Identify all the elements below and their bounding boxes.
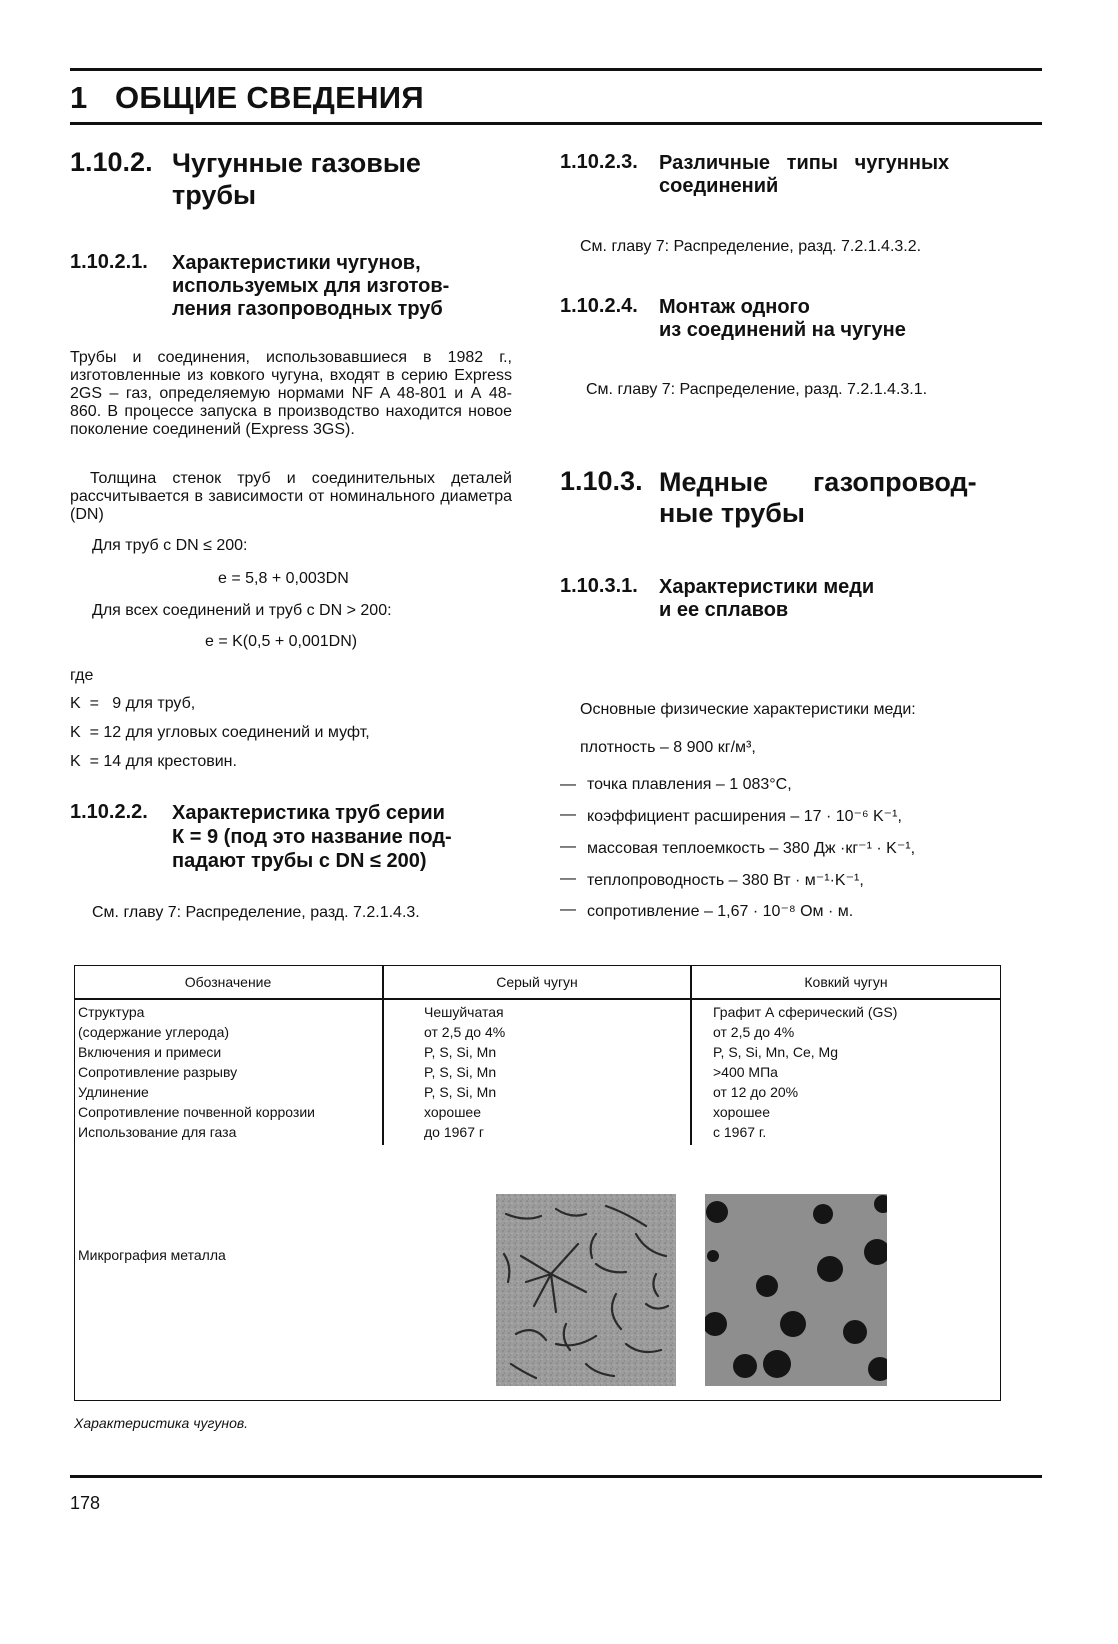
section-2-title-line-3: ления газопроводных труб: [172, 298, 443, 320]
section-4-title-line-2: соединений: [659, 175, 779, 197]
grey-iron-value: P, S, Si, Mn: [424, 1044, 497, 1060]
grey-iron-value: P, S, Si, Mn: [424, 1064, 497, 1080]
top-rule: [70, 68, 1042, 71]
grey-iron-value: P, S, Si, Mn: [424, 1084, 497, 1100]
ductile-iron-value: от 12 до 20%: [713, 1084, 799, 1100]
row-label: (содержание углерода): [78, 1024, 230, 1040]
section-5-title-line-1: Монтаж одного: [659, 296, 810, 318]
dash-mark: —: [560, 776, 576, 793]
ductile-iron-value: от 2,5 до 4%: [713, 1024, 795, 1040]
section-2-title-line-1: Характеристики чугунов,: [172, 252, 421, 274]
property-text: коэффициент расширения – 17 · 10⁻⁶ K⁻¹,: [587, 808, 902, 825]
dash-mark: —: [560, 806, 576, 823]
section-5-number: 1.10.2.4.: [560, 295, 638, 317]
grey-iron-value: Чешуйчатая: [424, 1004, 504, 1020]
k-item: K = 9 для труб,: [70, 695, 196, 712]
section-3-title-line-2: К = 9 (под это название под-: [172, 826, 452, 848]
ductile-iron-value: хорошее: [713, 1104, 771, 1120]
grey-iron-micrograph: [496, 1194, 676, 1386]
dash-mark: —: [560, 838, 576, 855]
grey-iron-value: до 1967 г: [424, 1124, 484, 1140]
copper-properties-intro: Основные физические характеристики меди:: [580, 701, 916, 718]
formula-2: e = K(0,5 + 0,001DN): [205, 633, 358, 650]
dn-large-label: Для всех соединений и труб с DN > 200:: [92, 602, 392, 619]
table-header-grey-iron: Серый чугун: [496, 974, 578, 990]
table-header-ductile-iron: Ковкий чугун: [804, 974, 888, 990]
section-6-title-line-1: Медные газопровод-: [659, 467, 977, 497]
property-text: точка плавления – 1 083°С,: [587, 776, 792, 793]
property-text: сопротивление – 1,67 · 10⁻⁸ Ом · м.: [587, 903, 854, 920]
chapter-title: ОБЩИЕ СВЕДЕНИЯ: [115, 80, 424, 115]
row-label: Сопротивление почвенной коррозии: [78, 1104, 315, 1120]
property-text: массовая теплоемкость – 380 Дж ·кг⁻¹ · K⁻¹,: [587, 840, 916, 857]
section-4-number: 1.10.2.3.: [560, 151, 638, 173]
formula-1: e = 5,8 + 0,003DN: [218, 570, 349, 587]
section-3-reference: См. главу 7: Распределение, разд. 7.2.1.4.3.: [92, 904, 420, 921]
section-2-number: 1.10.2.1.: [70, 251, 148, 273]
row-label: Включения и примеси: [78, 1044, 222, 1060]
section-3-number: 1.10.2.2.: [70, 801, 148, 823]
row-label: Удлинение: [78, 1084, 149, 1100]
ductile-iron-value: Графит А сферический (GS): [713, 1004, 898, 1020]
table-caption: Характеристика чугунов.: [74, 1415, 249, 1431]
section-7-title-line-2: и ее сплавов: [659, 599, 789, 621]
table-header-designation: Обозначение: [184, 974, 272, 990]
section-1-title-line-1: Чугунные газовые: [172, 148, 421, 178]
micrograph-label: Микрография металла: [78, 1247, 226, 1263]
section-6-title-line-2: ные трубы: [659, 498, 805, 528]
ductile-iron-micrograph: [705, 1194, 887, 1386]
footer-rule: [70, 1475, 1042, 1478]
section-1-title-line-2: трубы: [172, 180, 257, 210]
row-label: Использование для газа: [78, 1124, 237, 1140]
dash-mark: —: [560, 901, 576, 918]
chapter-number: 1: [70, 80, 88, 115]
grey-iron-value: от 2,5 до 4%: [424, 1024, 506, 1040]
dash-mark: —: [560, 870, 576, 887]
section-7-title-line-1: Характеристики меди: [659, 576, 875, 598]
row-label: Сопротивление разрыву: [78, 1064, 238, 1080]
dn-small-label: Для труб с DN ≤ 200:: [92, 537, 248, 554]
page-number: 178: [70, 1493, 101, 1513]
section-5-reference: См. главу 7: Распределение, разд. 7.2.1.4.3.1.: [586, 381, 928, 398]
section-5-title-line-2: из соединений на чугуне: [659, 319, 906, 341]
copper-density: плотность – 8 900 кг/м³,: [580, 739, 756, 756]
table-header-rule: [74, 998, 1001, 1000]
section-3-title-line-1: Характеристика труб серии: [172, 802, 445, 824]
where-label: где: [70, 667, 94, 684]
section-6-number: 1.10.3.: [560, 466, 643, 496]
ductile-iron-value: с 1967 г.: [713, 1124, 767, 1140]
k-item: K = 14 для крестовин.: [70, 753, 237, 770]
section-3-title-line-3: падают трубы с DN ≤ 200): [172, 850, 427, 872]
section-4-reference: См. главу 7: Распределение, разд. 7.2.1.4.3.2.: [580, 238, 922, 255]
paragraph-wall-thickness: Толщина стенок труб и соединительных деталей рассчитывается в зависимости от номинального диаметра (DN): [70, 470, 512, 523]
property-text: теплопроводность – 380 Вт · м⁻¹·K⁻¹,: [587, 872, 864, 889]
ductile-iron-value: P, S, Si, Mn, Ce, Mg: [713, 1044, 839, 1060]
paragraph-pipes: Трубы и соединения, использовавшиеся в 1982 г., изготовленные из ковкого чугуна, входят в серию Express 2GS – газ, определяемую нормами NF A 48-801 и А 48-860. В процессе запуска в производство находится новое поколение соединений (Express 3GS).: [70, 349, 512, 438]
row-label: Структура: [78, 1004, 145, 1020]
section-1-number: 1.10.2.: [70, 147, 153, 177]
ductile-iron-value: >400 МПа: [713, 1064, 778, 1080]
header-rule: [70, 122, 1042, 125]
section-7-number: 1.10.3.1.: [560, 575, 638, 597]
grey-iron-value: хорошее: [424, 1104, 482, 1120]
section-4-title-line-1: Различные типы чугунных: [659, 152, 950, 174]
k-item: K = 12 для угловых соединений и муфт,: [70, 724, 370, 741]
section-2-title-line-2: используемых для изготов-: [172, 275, 450, 297]
